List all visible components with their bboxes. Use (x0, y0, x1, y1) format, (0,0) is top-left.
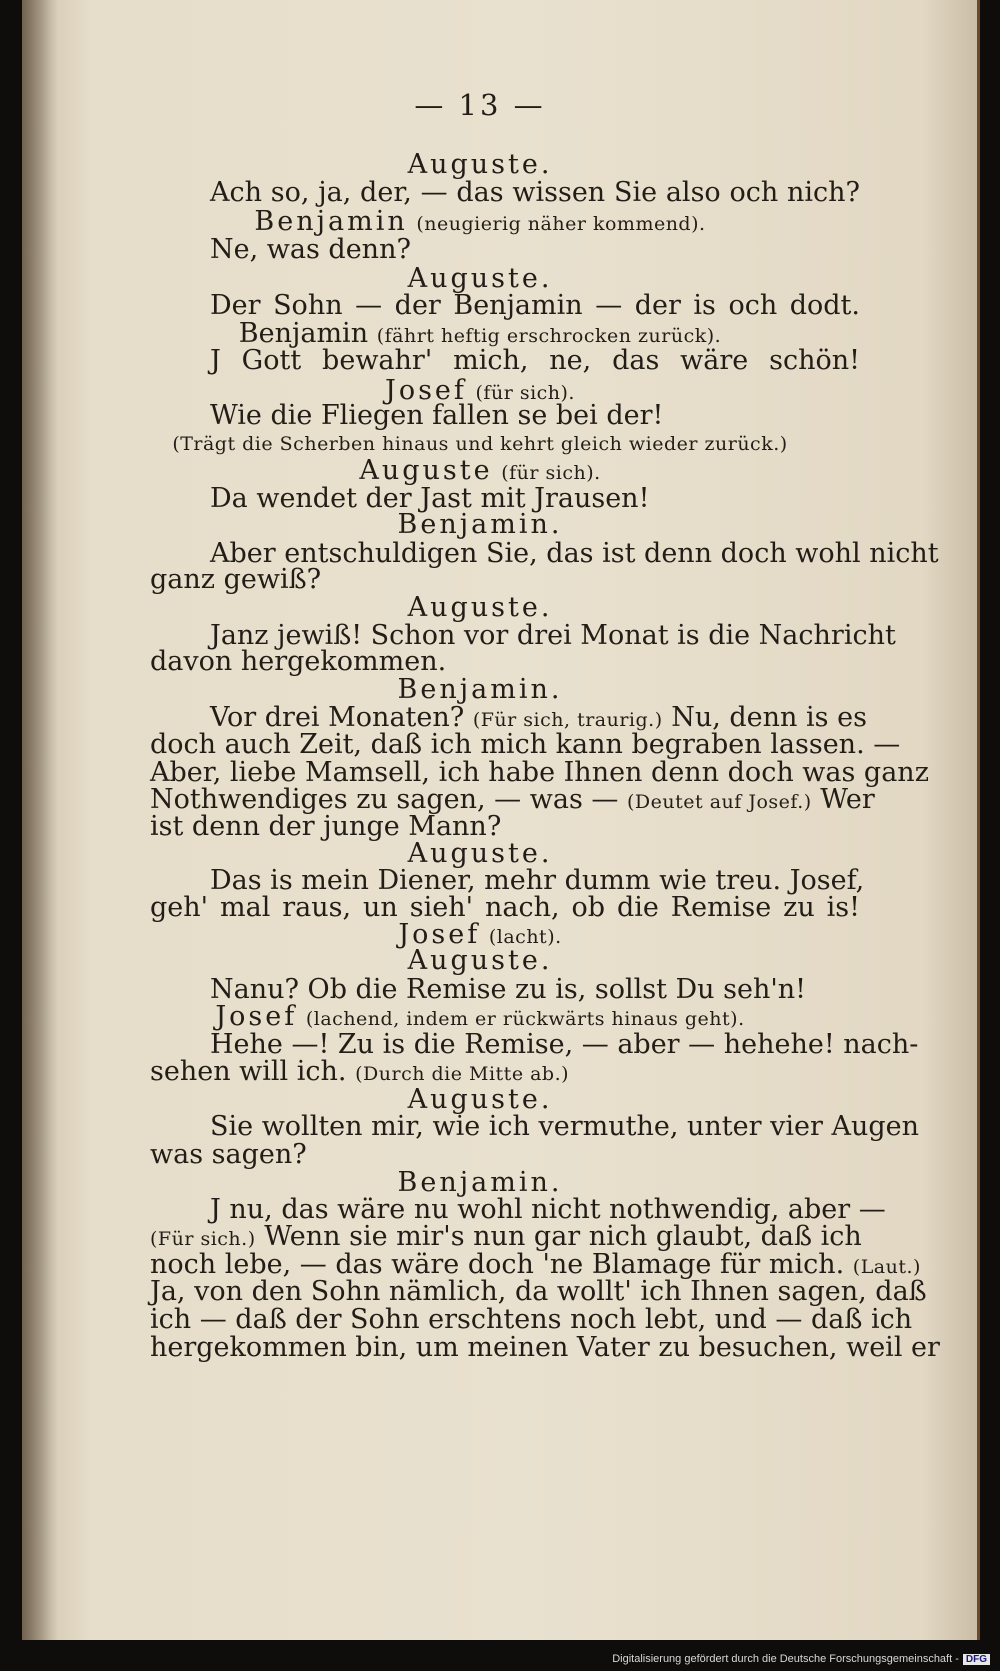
line-text: Aber, liebe Mamsell, ich habe Ihnen denn doch was ganz (150, 757, 929, 788)
line-text: Sie wollten mir, wie ich vermuthe, unter vier Augen (210, 1111, 920, 1142)
speaker-name: Auguste. (407, 945, 553, 976)
line-text: Das is mein Diener, mehr dumm wie treu. Josef, (210, 865, 865, 896)
stage-direction: (lachend, indem er rückwärts hinaus geht). (305, 1008, 745, 1030)
line-text: ist denn der junge Mann? (150, 811, 502, 842)
speaker-name: Benjamin. (397, 509, 563, 540)
line-text: Da wendet der Jast mit Jrausen! (210, 483, 650, 514)
speaker-name: Auguste. (407, 149, 553, 180)
stage-direction: (neugierig näher kommend). (416, 213, 706, 235)
line-text: sehen will ich. (150, 1056, 347, 1087)
page-gutter-shadow (22, 0, 58, 1640)
text-line (150, 1331, 940, 1365)
page-number: — 13 — (414, 88, 546, 122)
line-text: ich — daß der Sohn erschtens noch lebt, und — daß ich (150, 1304, 913, 1335)
dfg-logo: DFG (963, 1654, 990, 1665)
speaker-name: Benjamin (254, 206, 408, 237)
speaker-name: Benjamin. (397, 674, 563, 705)
line-text: Benjamin (238, 318, 369, 349)
speaker-name: Josef (385, 375, 467, 406)
speaker-name: Benjamin. (397, 1167, 563, 1198)
stage-direction: (Für sich, traurig.) (472, 709, 663, 731)
line-text: hergekommen bin, um meinen Vater zu besuchen, weil er (150, 1332, 940, 1363)
line-text: Ja, von den Sohn nämlich, da wollt' ich Ihnen sagen, daß (150, 1276, 927, 1307)
stage-direction: (Laut.) (852, 1256, 921, 1278)
text-line (210, 344, 860, 378)
line-text: J nu, das wäre nu wohl nicht nothwendig, aber — (210, 1194, 886, 1225)
speaker-name: Auguste (359, 455, 493, 486)
line-text: Der Sohn — der Benjamin — der is och dodt. (210, 290, 860, 321)
line-text: noch lebe, — das wäre doch 'ne Blamage für mich. (150, 1249, 845, 1280)
line-text: (Trägt die Scherben hinaus und kehrt gleich wieder zurück.) (172, 433, 788, 455)
line-text: Aber entschuldigen Sie, das ist denn doch wohl nicht (210, 538, 939, 569)
line-text: Nothwendiges zu sagen, — was — (150, 784, 619, 815)
line-text: geh' mal raus, un sieh' nach, ob die Remise zu is! (150, 892, 860, 923)
line-text: Wie die Fliegen fallen se bei der! (210, 400, 664, 431)
line-text: Ach so, ja, der, — das wissen Sie also och nich? (210, 177, 860, 208)
stage-direction: (Durch die Mitte ab.) (355, 1063, 570, 1085)
speaker-name: Auguste. (407, 838, 553, 869)
line-text: J Gott bewahr' mich, ne, das wäre schön! (210, 345, 860, 376)
line-text: doch auch Zeit, daß ich mich kann begraben lassen. — (150, 729, 901, 760)
speaker-name: Josef (398, 919, 481, 950)
line-text: was sagen? (150, 1139, 307, 1170)
stage-direction: (für sich). (475, 382, 575, 404)
stage-direction: (Für sich.) (150, 1228, 256, 1250)
line-text-continued: Nu, denn is es (671, 702, 867, 733)
line-text-continued: Wer (820, 784, 875, 815)
stage-direction: (fährt heftig erschrocken zurück). (376, 325, 722, 347)
footer-credit (612, 1653, 990, 1665)
line-text: ganz gewiß? (150, 564, 322, 595)
line-text-continued: Wenn sie mir's nun gar nich glaubt, daß ich (264, 1221, 862, 1252)
stage-direction: (für sich). (501, 462, 601, 484)
line-text: Ne, was denn? (210, 234, 411, 265)
line-text: Vor drei Monaten? (210, 702, 465, 733)
speaker-name: Auguste. (407, 1084, 553, 1115)
line-text: davon hergekommen. (150, 646, 447, 677)
speaker-name: Auguste. (407, 263, 553, 294)
speaker-name: Auguste. (407, 592, 553, 623)
stage-direction: (Deutet auf Josef.) (627, 791, 812, 813)
line-text: Janz jewiß! Schon vor drei Monat is die Nachricht (210, 620, 896, 651)
stage-direction: (lacht). (488, 926, 562, 948)
speaker-name: Josef (215, 1001, 298, 1032)
footer-text: Digitalisierung gefördert durch die Deutsche Forschungsgemeinschaft - (612, 1653, 959, 1665)
line-text: Hehe —! Zu is die Remise, — aber — hehehe! nach- (210, 1029, 919, 1060)
line-text: Nanu? Ob die Remise zu is, sollst Du seh'n! (210, 974, 807, 1005)
